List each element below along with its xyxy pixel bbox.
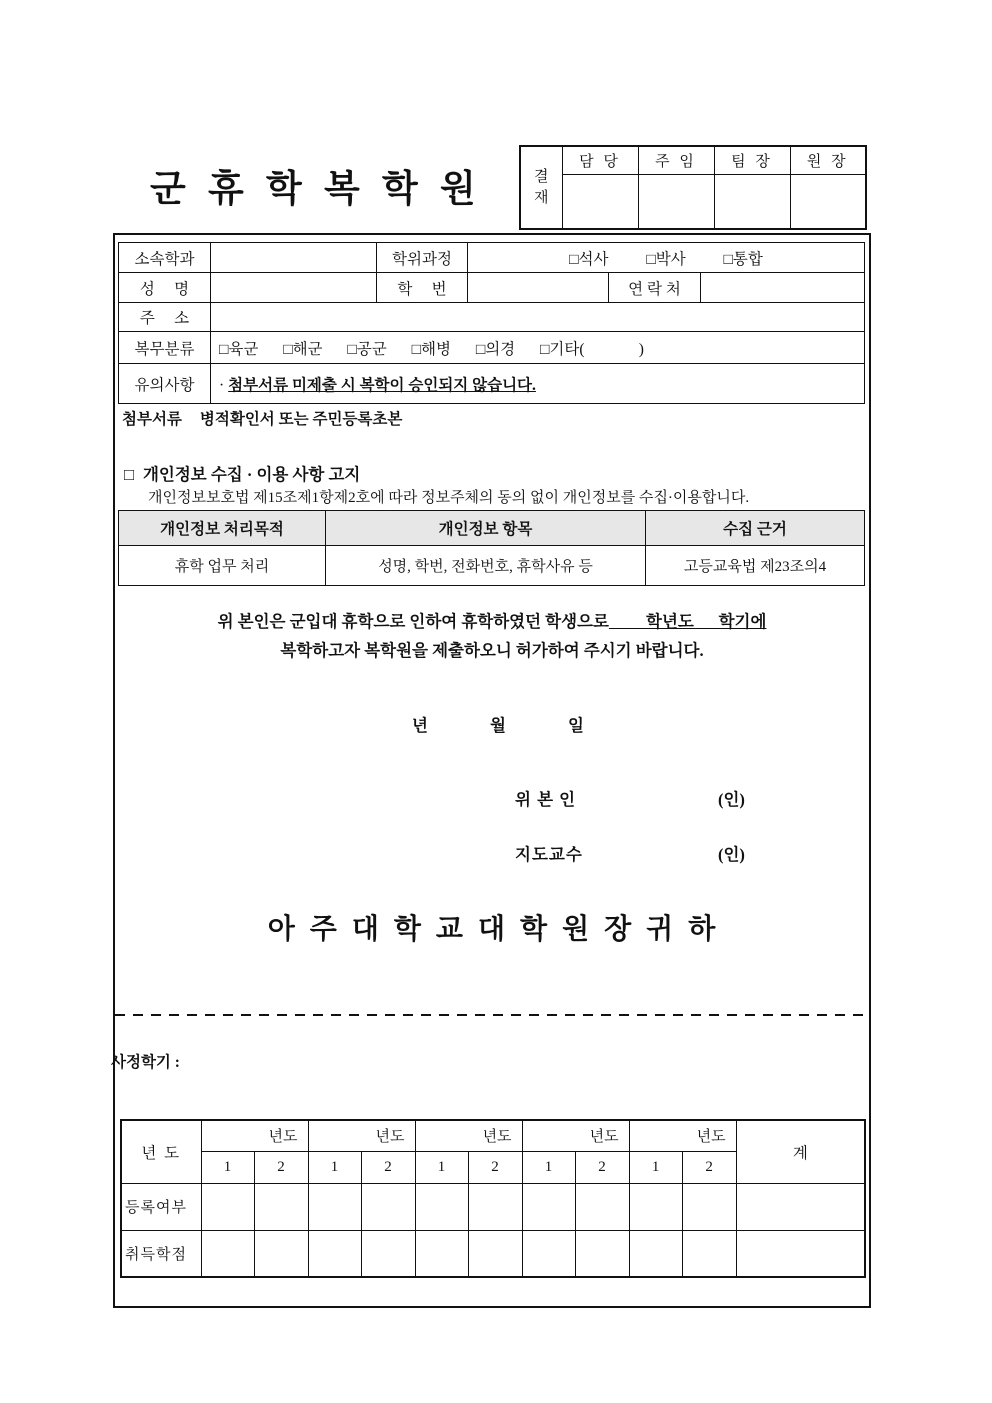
statement-line-1 <box>115 607 869 636</box>
approval-col-damdang: 담 당 <box>562 146 638 174</box>
privacy-table <box>118 510 865 586</box>
approval-col-wonjang: 원 장 <box>790 146 866 174</box>
address-value-cell <box>211 303 865 332</box>
statement-line-2: 복학하고자 복학원을 제출하오니 허가하여 주시기 바랍니다. <box>280 641 704 660</box>
privacy-header-items: 개인정보 항목 <box>326 511 646 546</box>
date-line <box>412 712 584 736</box>
approval-col-juim: 주 임 <box>638 146 714 174</box>
grid-cell-total <box>736 1183 865 1230</box>
service-option-label: 공군 <box>356 340 387 358</box>
dept-label: 소속학과 <box>119 243 211 273</box>
degree-options-cell <box>468 243 865 273</box>
privacy-heading <box>124 461 360 485</box>
name-label: 성 명 <box>119 273 211 303</box>
grid-cell <box>522 1183 575 1230</box>
grid-cell <box>308 1183 361 1230</box>
service-option-label: 기타( ) <box>549 340 644 358</box>
approval-sign-cell <box>562 174 638 229</box>
semester-1-header: 1 <box>308 1151 361 1183</box>
checkbox-icon: □ <box>283 340 293 358</box>
credits-row-label: 취득학점 <box>121 1230 201 1277</box>
grid-cell <box>201 1230 254 1277</box>
privacy-heading-text: 개인정보 수집 · 이용 사항 고지 <box>142 465 361 484</box>
dashed-divider <box>115 1014 867 1016</box>
grid-cell <box>415 1230 468 1277</box>
grid-cell <box>522 1230 575 1277</box>
checkbox-icon: □ <box>646 250 656 268</box>
year-group-header: 년도 <box>629 1120 736 1151</box>
service-option-label: 해군 <box>292 340 323 358</box>
grid-cell-total <box>736 1230 865 1277</box>
grid-cell <box>254 1183 308 1230</box>
date-day-label: 일 <box>568 716 584 735</box>
year-group-header: 년도 <box>308 1120 415 1151</box>
signature-row-applicant <box>115 786 869 810</box>
notice-label: 유의사항 <box>119 364 211 404</box>
checkbox-icon: □ <box>219 340 229 358</box>
attachment-label: 첨부서류 <box>122 411 182 428</box>
advisor-signature-label: 지도교수 <box>515 845 583 864</box>
grid-cell <box>575 1230 629 1277</box>
semester-1-header: 1 <box>629 1151 682 1183</box>
checkbox-icon: □ <box>411 340 421 358</box>
grid-cell <box>575 1183 629 1230</box>
service-option-army <box>219 341 258 358</box>
semester-1-header: 1 <box>415 1151 468 1183</box>
semester-2-header: 2 <box>468 1151 522 1183</box>
date-month-label: 월 <box>490 716 506 735</box>
checkbox-icon: □ <box>723 250 733 268</box>
service-option-other <box>540 341 644 358</box>
advisor-seal-mark: (인) <box>718 845 745 864</box>
service-option-marines <box>412 341 451 358</box>
notice-text: 첨부서류 미제출 시 복학이 승인되지 않습니다. <box>228 376 536 394</box>
service-option-navy <box>283 341 322 358</box>
semester-2-header: 2 <box>575 1151 629 1183</box>
studentno-value-cell <box>468 273 609 303</box>
attachment-line <box>122 407 402 429</box>
year-group-header: 년도 <box>522 1120 629 1151</box>
notice-cell <box>211 364 865 404</box>
approval-sign-cell <box>638 174 714 229</box>
approval-col-timjang: 팀 장 <box>714 146 790 174</box>
approval-stamp-char-2: 재 <box>534 189 549 206</box>
checkbox-icon: □ <box>540 340 550 358</box>
degree-option-label: 통합 <box>732 250 763 268</box>
degree-option-label: 석사 <box>578 250 609 268</box>
statement-paragraph <box>115 607 869 665</box>
grid-cell <box>201 1183 254 1230</box>
grid-cell <box>629 1183 682 1230</box>
service-option-police <box>476 341 515 358</box>
studentno-label: 학 번 <box>377 273 468 303</box>
checkbox-icon: □ <box>475 340 486 358</box>
date-year-label: 년 <box>412 716 428 735</box>
semester-corner-label: 년 도 <box>121 1120 201 1183</box>
signature-row-advisor <box>115 841 869 865</box>
semester-record-table <box>120 1119 866 1278</box>
semester-1-header: 1 <box>201 1151 254 1183</box>
service-label: 복무분류 <box>119 332 211 364</box>
service-option-label: 의경 <box>485 340 516 358</box>
approval-sign-cell <box>714 174 790 229</box>
service-option-airforce <box>347 341 386 358</box>
checkbox-icon: □ <box>569 250 579 268</box>
grid-cell <box>361 1230 415 1277</box>
addressee-line: 아 주 대 학 교 대 학 원 장 귀 하 <box>267 914 717 945</box>
grid-cell <box>629 1230 682 1277</box>
degree-label: 학위과정 <box>377 243 468 273</box>
service-options-cell <box>211 332 865 364</box>
applicant-info-table <box>118 242 865 404</box>
assessment-semester-label: 사정학기 : <box>111 1054 180 1071</box>
approval-sign-cell <box>790 174 866 229</box>
degree-option-label: 박사 <box>655 250 686 268</box>
grid-cell <box>308 1230 361 1277</box>
service-option-label: 육군 <box>228 340 259 358</box>
applicant-signature-label: 위 본 인 <box>515 790 577 809</box>
grid-cell <box>682 1183 736 1230</box>
address-label: 주 소 <box>119 303 211 332</box>
grid-cell <box>682 1230 736 1277</box>
dept-value-cell <box>211 243 377 273</box>
total-column-header: 계 <box>736 1120 865 1183</box>
year-group-header: 년도 <box>201 1120 308 1151</box>
year-group-header: 년도 <box>415 1120 522 1151</box>
privacy-header-basis: 수집 근거 <box>646 511 865 546</box>
grid-cell <box>254 1230 308 1277</box>
checkbox-icon: □ <box>347 340 357 358</box>
approval-stamp-label <box>520 146 562 229</box>
privacy-cell-purpose: 휴학 업무 처리 <box>119 546 326 586</box>
privacy-cell-items: 성명, 학번, 전화번호, 휴학사유 등 <box>326 546 646 586</box>
service-option-label: 해병 <box>420 340 451 358</box>
degree-option-master <box>569 251 608 268</box>
form-frame <box>113 233 871 1308</box>
semester-2-header: 2 <box>254 1151 308 1183</box>
privacy-subtext: 개인정보보호법 제15조제1항제2호에 따라 정보주체의 동의 없이 개인정보를 수집·이용합니다. <box>148 490 750 506</box>
approval-table <box>519 145 867 230</box>
attachment-value: 병적확인서 또는 주민등록초본 <box>199 411 403 428</box>
privacy-header-purpose: 개인정보 처리목적 <box>119 511 326 546</box>
grid-cell <box>361 1183 415 1230</box>
approval-stamp-char-1: 결 <box>534 169 549 186</box>
applicant-seal-mark: (인) <box>718 790 745 809</box>
name-value-cell <box>211 273 377 303</box>
degree-option-doctor <box>646 251 685 268</box>
statement-line1-prefix: 위 본인은 군입대 휴학으로 인하여 휴학하였던 학생으로 <box>217 612 609 631</box>
bullet-icon: · <box>219 376 225 394</box>
semester-2-header: 2 <box>682 1151 736 1183</box>
contact-value-cell <box>701 273 865 303</box>
privacy-cell-basis: 고등교육법 제23조의4 <box>646 546 865 586</box>
square-bullet-icon: □ <box>124 465 134 484</box>
registration-row-label: 등록여부 <box>121 1183 201 1230</box>
document-title: 군 휴 학 복 학 원 <box>150 169 478 210</box>
contact-label: 연 락 처 <box>609 273 701 303</box>
grid-cell <box>415 1183 468 1230</box>
grid-cell <box>468 1183 522 1230</box>
semester-1-header: 1 <box>522 1151 575 1183</box>
semester-2-header: 2 <box>361 1151 415 1183</box>
statement-line1-blank: 학년도 학기에 <box>608 612 767 631</box>
grid-cell <box>468 1230 522 1277</box>
degree-option-combined <box>724 251 763 268</box>
